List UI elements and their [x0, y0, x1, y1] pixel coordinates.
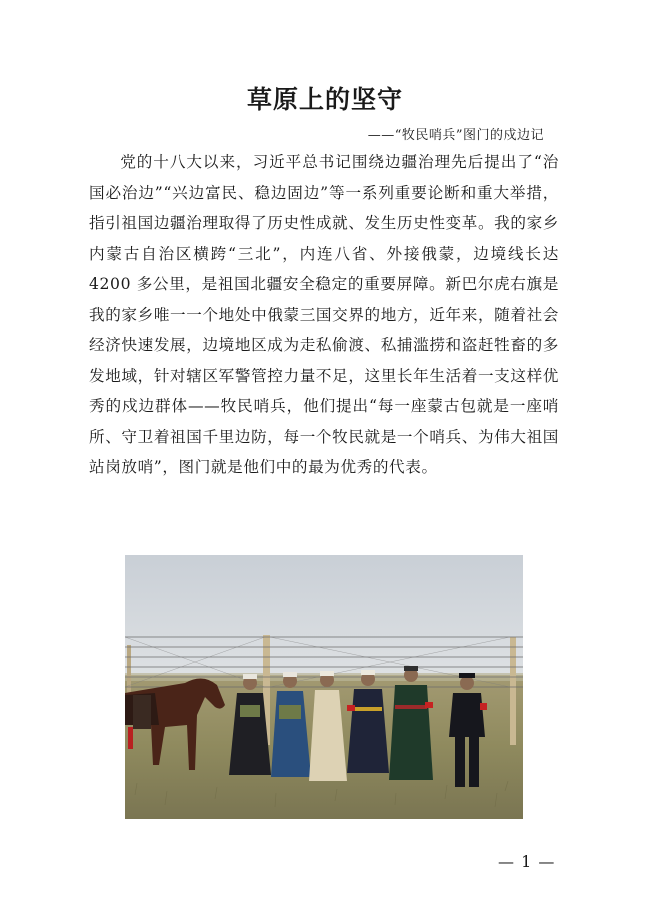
body-paragraph: 党的十八大以来，习近平总书记围绕边疆治理先后提出了“治国必治边”“兴边富民、稳边固边”等一系列重要论断和重大举措，指引祖国边疆治理取得了历史性成就、发生历史性变革。我的家乡内蒙古自治区横跨“三北”，内连八省、外接俄蒙，边境线长达 4200 多公里，是祖国北疆安全稳定的重要屏障。新巴尔虎右旗是我的家乡唯一一个地处中俄蒙三国交界的地方，近年来，随着社会经济快速发展，边境地区成为走私偷渡、私捕滥捞和盗赶牲畜的多发地域，针对辖区军警管控力量不足，这里长年生活着一支这样优秀的戍边群体——牧民哨兵，他们提出“每一座蒙古包就是一座哨所、守卫着祖国千里边防，每一个牧民就是一个哨兵、为伟大祖国站岗放哨”，图门就是他们中的最为优秀的代表。 [89, 153, 559, 476]
page-number: — 1 — [498, 852, 556, 871]
document-title: 草原上的坚守 [246, 85, 403, 114]
photo-herders-at-border-fence [125, 555, 523, 819]
document-subtitle: ——“牧民哨兵”图门的戍边记 [367, 128, 544, 143]
